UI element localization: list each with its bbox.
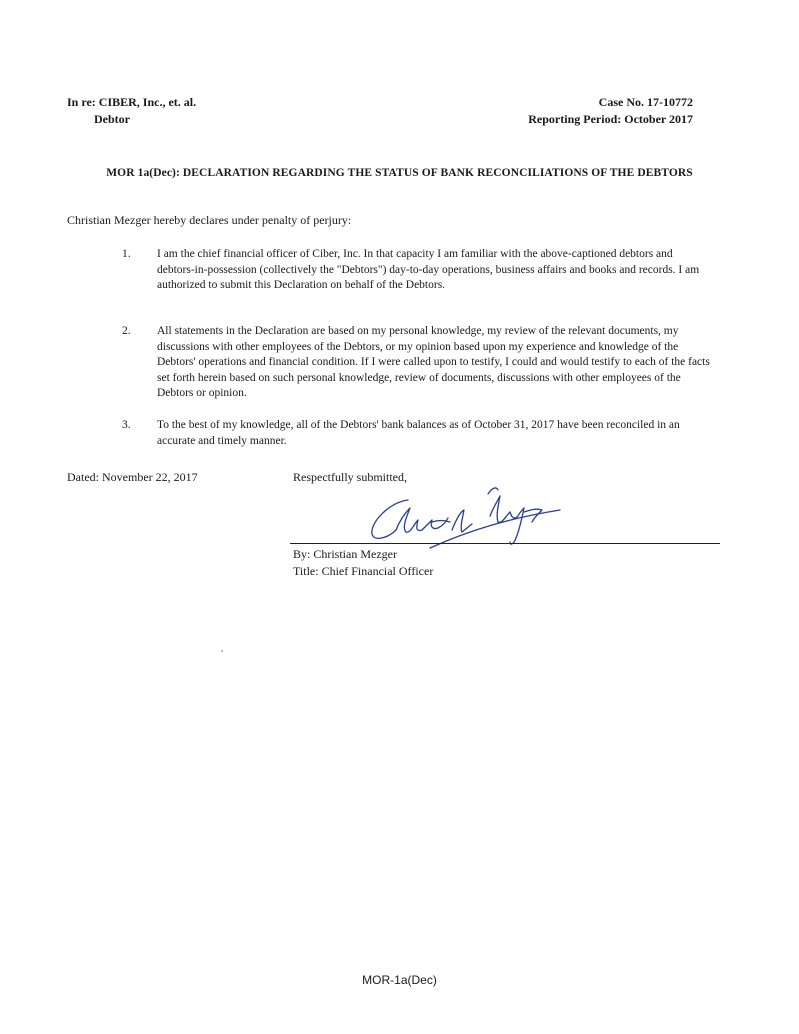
respectfully-submitted: Respectfully submitted, [293,470,407,484]
signer-name: By: Christian Mezger [293,547,397,561]
case-caption-left [67,94,196,128]
case-caption-right [528,94,693,128]
page-footer: MOR-1a(Dec) [362,973,437,987]
signature-block [293,546,433,580]
document-title: MOR 1a(Dec): DECLARATION REGARDING THE STATUS OF BANK RECONCILIATIONS OF THE DEBTORS [106,167,693,179]
item-number: 1. [122,248,131,260]
item-text: I am the chief financial officer of Ciber, Inc. In that capacity I am familiar with the above-captioned debtors and debtors-in-possession (collectively the "Debtors") day-to-day operations, business affairs and books and records. I am authorized to submit this Declaration on behalf of the Debtors. [157,248,700,291]
case-number: Case No. 17-10772 [598,95,693,109]
signature-line [290,543,720,544]
item-text: All statements in the Declaration are based on my personal knowledge, my review of the relevant documents, my discussions with other employees of the Debtors, or my opinion based upon my experience and knowledge of the Debtors' operations and financial condition. If I were called upon to testify, I could and would testify to each of the facts set forth herein based on such personal knowledge, review of documents, discussions with other employees of the Debtors or opinion. [157,325,710,399]
in-re-line: In re: CIBER, Inc., et. al. [67,95,197,109]
intro-statement: Christian Mezger hereby declares under penalty of perjury: [67,213,352,227]
debtor-label: Debtor [94,112,130,126]
signer-title: Title: Chief Financial Officer [293,564,434,578]
item-number: 3. [122,419,131,431]
scan-speck [221,650,223,652]
reporting-period: Reporting Period: October 2017 [528,112,693,126]
dated-line: Dated: November 22, 2017 [67,470,198,484]
item-number: 2. [122,325,131,337]
item-text: To the best of my knowledge, all of the Debtors' bank balances as of October 31, 2017 have been reconciled in an accurate and timely manner. [157,419,680,447]
